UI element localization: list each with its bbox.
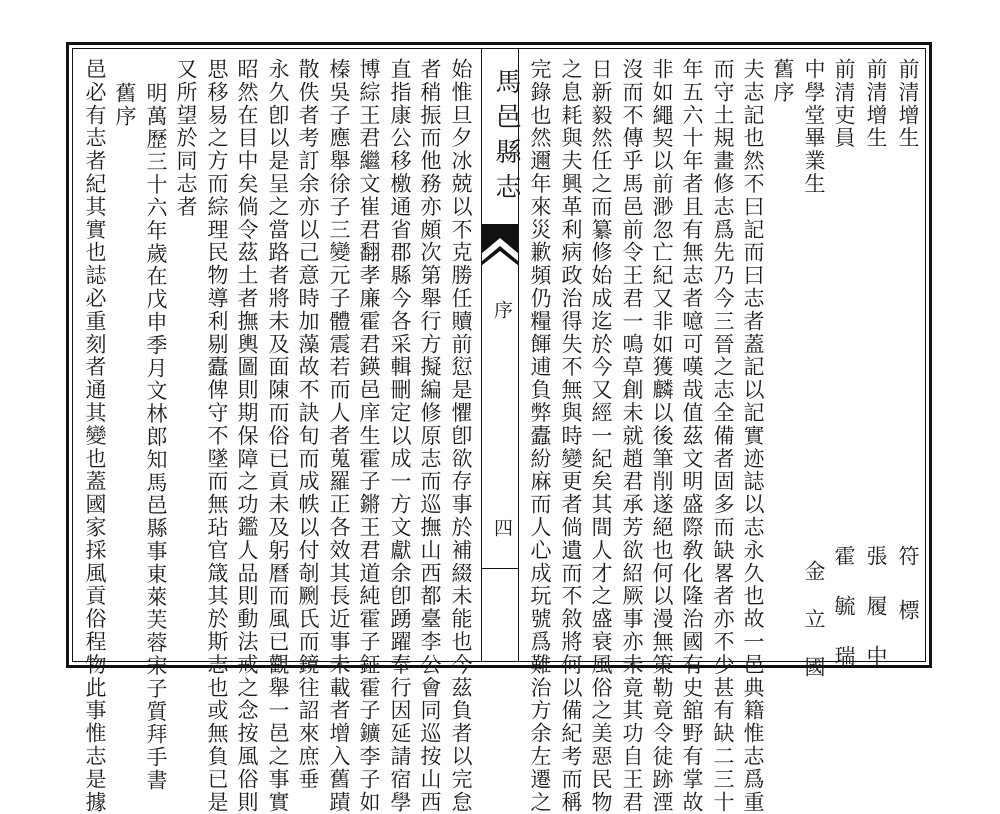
text-column: 又所望於同志者 <box>174 58 198 219</box>
text-column: 而守土規畫修志爲先乃今三晉之志全備者固多而缺畧者亦不少甚有缺二三十 <box>711 58 735 814</box>
text-column: 前清吏員 <box>832 58 856 150</box>
fold-border <box>481 48 482 662</box>
text-column: 前清增生 <box>896 58 920 150</box>
text-column: 博綜王君繼文崔君翻孝廉霍君鍈邑庠生霍子鏘王君道純霍子鉦霍子鑛李子如 <box>357 58 381 814</box>
text-column: 前清增生 <box>864 58 888 150</box>
text-column: 邑必有志者紀其實也誌必重刻者通其變也蓋國家採風貢俗程物此事惟志是據 <box>83 58 107 814</box>
text-column: 完錄也然邇年來災歉頻仍糧餫逋負弊蠹紛麻而人心成玩號爲難治方余左遷之 <box>528 58 552 814</box>
text-column: 散佚者考訂余亦以己意時加藻故不訣旬而成帙以付剞劂氏而鏡往詔來庶垂 <box>296 58 320 791</box>
name-entry: 符 標 <box>896 545 920 626</box>
colophon-line: 明萬歷三十六年歲在戊申季月文林郎知馬邑縣事東萊芙蓉宋子質拜手書 <box>144 82 168 792</box>
text-column: 沒而不傳乎馬邑前令王君一鳴草創未就趙君承芳欲紹厥事亦未竟其功自王君 <box>620 58 644 814</box>
text-column: 永久卽以是呈之當路者將未及面陳而俗已貢未及躬曆而風已觀舉一邑之事實 <box>266 58 290 814</box>
name-entry: 張 履 中 <box>864 545 888 670</box>
text-column: 非如繩契以前渺忽亡紀又非如獲麟以後筆削遂絕也何以漫無策勒竟令徒跡湮 <box>650 58 674 814</box>
name-entry: 金 立 國 <box>802 560 826 680</box>
page-number: 四 <box>491 518 513 537</box>
text-column: 之息耗與夫興革利病政治得失不無與時變更者倘遺而不敘將何以備紀考而稱 <box>559 58 583 814</box>
text-column: 始惟旦夕冰兢以不克勝任贖前愆是懼卽欲存事於補綴未能也今茲負者以完怠 <box>449 58 473 814</box>
section-label: 序 <box>491 300 513 319</box>
text-column: 夫志記也然不曰記而曰志者蓋記以記實迹誌以志永久也故一邑典籍惟志爲重 <box>741 58 765 814</box>
text-column: 直指康公移檄通省郡縣今各采輯刪定以成一方文獻余卽踴躍奉行因延請宿學 <box>388 58 412 814</box>
fish-tail-ornament <box>481 224 519 284</box>
text-column: 年五六十年者且有無志者噫可嘆哉值茲文明盛際敎化隆治國有史舘野有掌故 <box>680 58 704 814</box>
text-column: 昭然在目中矣倘令茲土者撫輿圖則期保障之功鑑人品則動法戒之念按風俗則 <box>235 58 259 814</box>
book-title: 馬邑縣志 <box>491 68 521 208</box>
text-column: 思移易之方而綜理民物導利剔蠹俾守不墜而無玷官箴其於斯志也或無負已是 <box>205 58 229 814</box>
section-heading: 舊序 <box>113 82 137 128</box>
section-heading: 舊序 <box>771 58 795 104</box>
text-column: 中學堂畢業生 <box>802 58 826 196</box>
center-fold <box>481 48 519 662</box>
text-column: 日新毅然任之而纂修始成迄於今又經一紀矣其間人才之盛衰風俗之美惡民物 <box>589 58 613 814</box>
fold-divider <box>481 568 519 569</box>
name-entry: 霍 毓 瑞 <box>832 545 856 670</box>
text-column: 榛吳子應舉徐子三變元子體震若而人者蒐羅正各效其長近事未載者增入舊蹟 <box>327 58 351 814</box>
text-column: 者稍振而他務亦頗次第舉行方擬編修原志而巡撫山西都臺李公會同巡按山西 <box>418 58 442 814</box>
